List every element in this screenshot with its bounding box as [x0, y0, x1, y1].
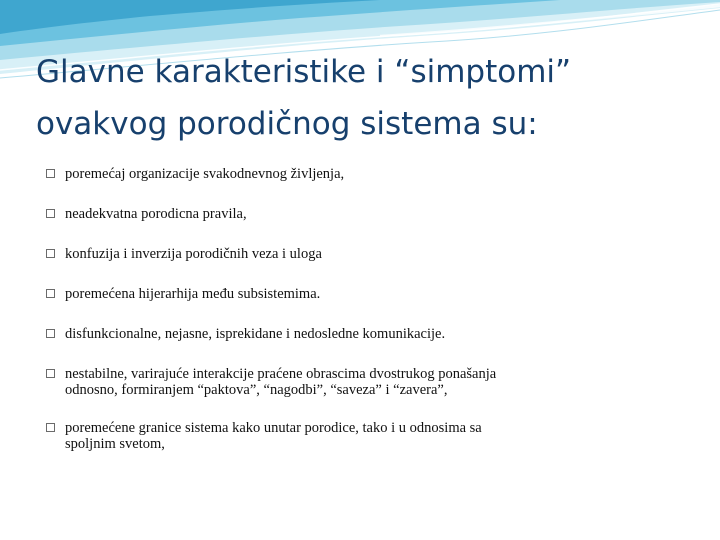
bullet-text: nestabilne, varirajuće interakcije praćene obrascima dvostrukog ponašanja	[65, 366, 497, 382]
bullet-text: poremećaj organizacije svakodnevnog življenja,	[65, 166, 345, 182]
title-line-1: Glavne karakteristike i “simptomi”	[36, 54, 572, 90]
bullet-item	[46, 286, 686, 302]
bullet-text: disfunkcionalne, nejasne, isprekidane i nedosledne komunikacije.	[65, 326, 446, 342]
bullet-item	[46, 246, 686, 262]
square-bullet-icon	[46, 249, 55, 258]
title-line-2: ovakvog porodičnog sistema su:	[36, 106, 538, 142]
bullet-item	[46, 166, 686, 182]
bullet-text: neadekvatna porodicna pravila,	[65, 206, 247, 222]
square-bullet-icon	[46, 423, 55, 432]
bullet-list	[46, 166, 686, 452]
bullet-text-continued: odnosno, formiranjem “paktova”, “nagodbi”, “saveza” i “zavera”,	[65, 382, 448, 398]
square-bullet-icon	[46, 369, 55, 378]
bullet-item	[46, 366, 686, 398]
bullet-text-continued: spoljnim svetom,	[65, 436, 165, 452]
square-bullet-icon	[46, 169, 55, 178]
slide-title	[36, 46, 696, 150]
bullet-text: konfuzija i inverzija porodičnih veza i uloga	[65, 246, 322, 262]
bullet-text: poremećene granice sistema kako unutar porodice, tako i u odnosima sa	[65, 420, 482, 436]
square-bullet-icon	[46, 329, 55, 338]
square-bullet-icon	[46, 289, 55, 298]
bullet-item	[46, 420, 686, 452]
square-bullet-icon	[46, 209, 55, 218]
bullet-text: poremećena hijerarhija među subsistemima.	[65, 286, 321, 302]
bullet-item	[46, 326, 686, 342]
bullet-item	[46, 206, 686, 222]
